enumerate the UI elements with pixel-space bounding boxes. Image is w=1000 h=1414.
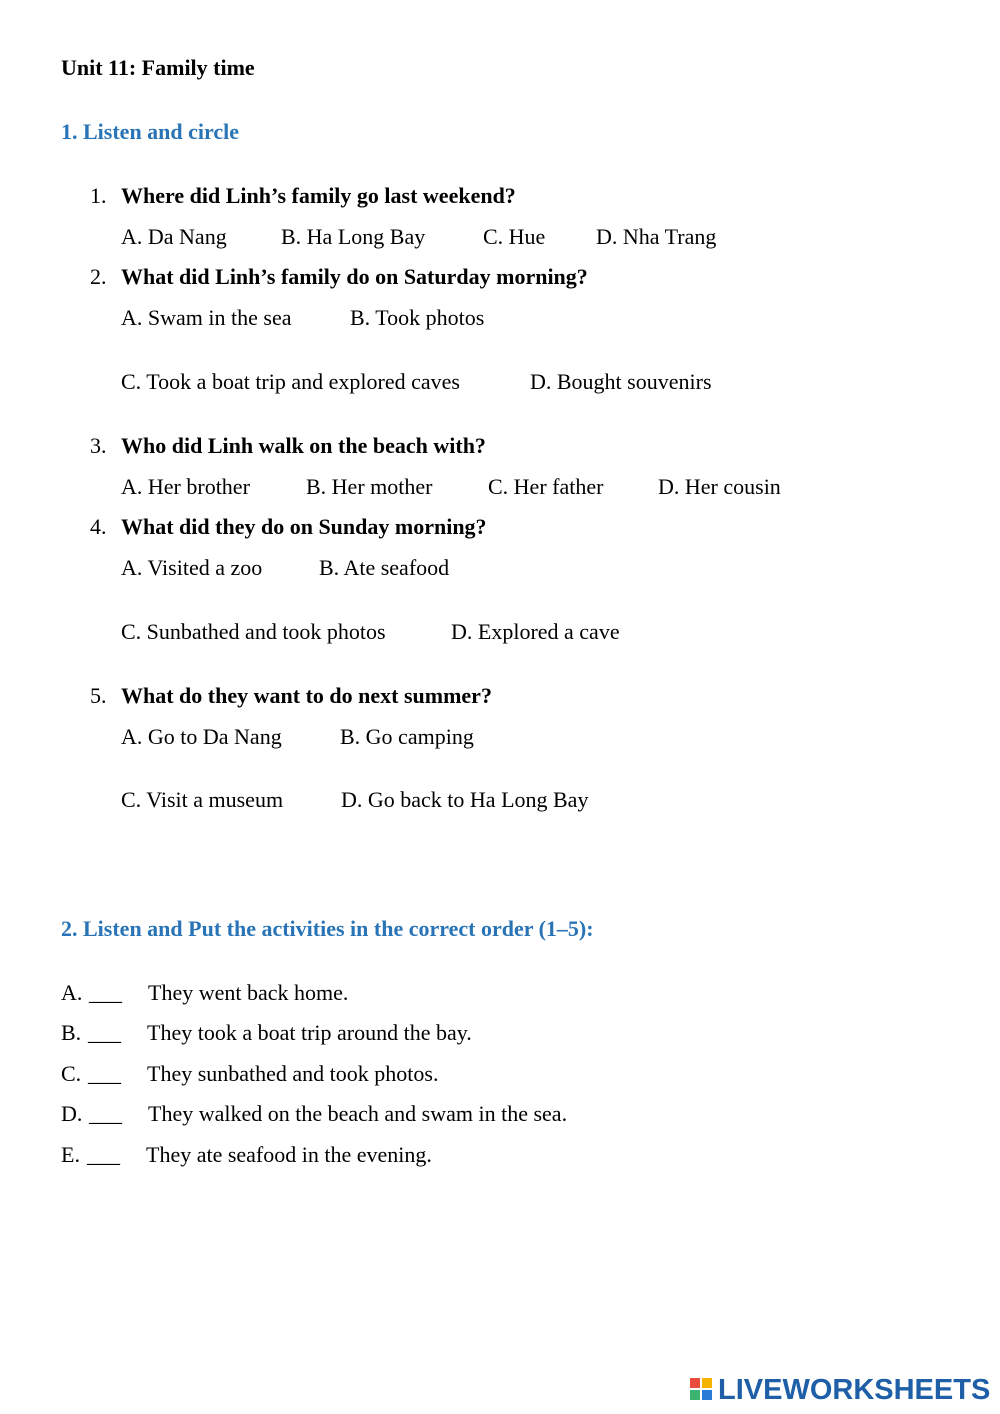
option-c[interactable]: C. Visit a museum [121, 787, 284, 812]
question-number: 2. [90, 264, 107, 289]
item-text: They went back home. [148, 980, 349, 1005]
page-title: Unit 11: Family time [61, 55, 255, 80]
question-number: 3. [90, 433, 107, 458]
item-text: They took a boat trip around the bay. [147, 1020, 472, 1045]
option-a[interactable]: A. Go to Da Nang [121, 724, 282, 749]
item-text: They ate seafood in the evening. [146, 1142, 432, 1167]
item-letter: C. [61, 1061, 82, 1086]
question-text: What do they want to do next summer? [121, 683, 492, 708]
option-c[interactable]: C. Took a boat trip and explored caves [121, 369, 460, 394]
liveworksheets-logo [690, 1375, 990, 1405]
option-b[interactable]: B. Her mother [306, 474, 433, 499]
option-b[interactable]: B. Ha Long Bay [281, 224, 426, 249]
question-number: 1. [90, 183, 107, 208]
question-number: 5. [90, 683, 107, 708]
option-c[interactable]: C. Hue [483, 224, 546, 249]
order-blank-input[interactable]: ___ [87, 1142, 120, 1167]
question-text: Where did Linh’s family go last weekend? [121, 183, 516, 208]
option-d[interactable]: D. Her cousin [658, 474, 781, 499]
option-c[interactable]: C. Sunbathed and took photos [121, 619, 386, 644]
question-text: Who did Linh walk on the beach with? [121, 433, 486, 458]
logo-text: LIVEWORKSHEETS [718, 1373, 991, 1406]
item-letter: B. [61, 1020, 82, 1045]
option-d[interactable]: D. Bought souvenirs [530, 369, 712, 394]
item-letter: E. [61, 1142, 80, 1167]
option-a[interactable]: A. Her brother [121, 474, 250, 499]
question-number: 4. [90, 514, 107, 539]
option-a[interactable]: A. Visited a zoo [121, 555, 263, 580]
option-b[interactable]: B. Go camping [340, 724, 474, 749]
item-letter: A. [61, 980, 83, 1005]
section-1-heading: 1. Listen and circle [61, 119, 240, 144]
item-letter: D. [61, 1101, 83, 1126]
option-b[interactable]: B. Ate seafood [319, 555, 450, 580]
order-blank-input[interactable]: ___ [88, 1020, 121, 1045]
item-text: They sunbathed and took photos. [147, 1061, 439, 1086]
option-a[interactable]: A. Da Nang [121, 224, 227, 249]
logo-grid-icon [690, 1378, 714, 1402]
option-d[interactable]: D. Nha Trang [596, 224, 717, 249]
question-text: What did Linh’s family do on Saturday morning? [121, 264, 588, 289]
option-a[interactable]: A. Swam in the sea [121, 305, 292, 330]
question-text: What did they do on Sunday morning? [121, 514, 487, 539]
order-blank-input[interactable]: ___ [88, 1061, 121, 1086]
section-2-heading: 2. Listen and Put the activities in the correct order (1–5): [61, 916, 594, 941]
option-b[interactable]: B. Took photos [350, 305, 485, 330]
order-blank-input[interactable]: ___ [89, 1101, 122, 1126]
option-d[interactable]: D. Explored a cave [451, 619, 620, 644]
order-blank-input[interactable]: ___ [89, 980, 122, 1005]
item-text: They walked on the beach and swam in the sea. [148, 1101, 568, 1126]
option-d[interactable]: D. Go back to Ha Long Bay [341, 787, 589, 812]
option-c[interactable]: C. Her father [488, 474, 604, 499]
